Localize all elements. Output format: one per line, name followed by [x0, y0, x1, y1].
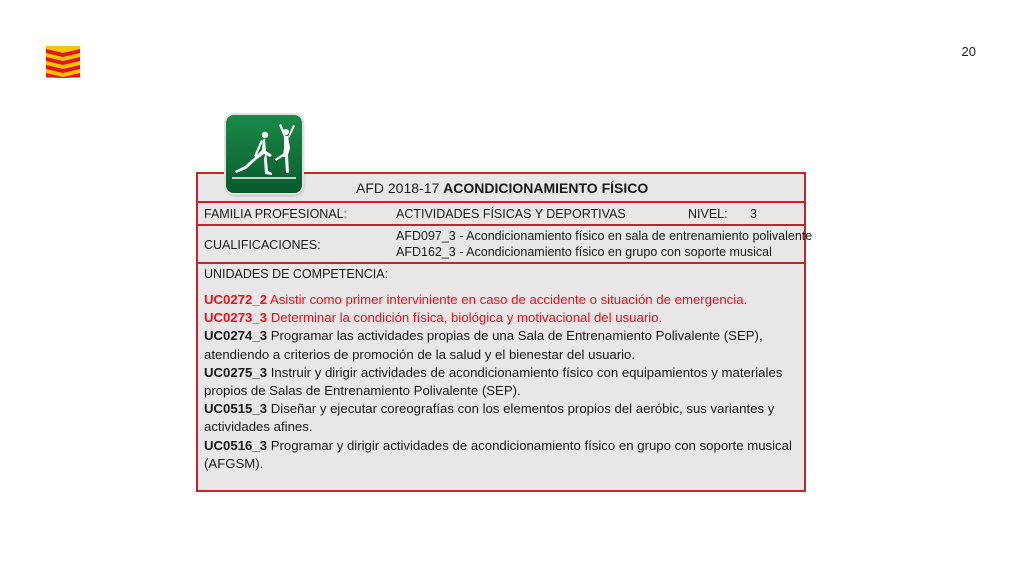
nivel-value: 3: [750, 207, 757, 221]
unidad-item: [204, 291, 794, 309]
fitness-figures-icon: [226, 115, 302, 193]
unidades-section: [204, 267, 794, 473]
familia-label: FAMILIA PROFESIONAL:: [204, 207, 348, 221]
aragon-flag-icon: [46, 46, 80, 78]
page-number: 20: [961, 44, 976, 59]
unidad-item: [204, 364, 794, 400]
unidad-code: UC0515_3: [204, 401, 268, 417]
unidad-item: [204, 437, 794, 473]
title-name: ACONDICIONAMIENTO FÍSICO: [443, 180, 649, 196]
unidad-text: Determinar la condición física, biológica y motivacional del usuario.: [270, 310, 663, 326]
unidad-text: Asistir como primer interviniente en caso de accidente o situación de emergencia.: [270, 292, 748, 307]
cualificaciones-row: [198, 226, 813, 264]
unidad-item: [204, 309, 794, 327]
unidad-code: UC0272_2: [204, 292, 268, 307]
unidades-label: UNIDADES DE COMPETENCIA:: [204, 267, 389, 281]
cualificacion-item: AFD162_3 - Acondicionamiento físico en grupo con soporte musical: [396, 245, 772, 259]
qualification-card: [196, 172, 813, 492]
unidad-item: [204, 327, 794, 363]
unidad-code: UC0516_3: [204, 437, 268, 453]
unidad-text: Instruir y dirigir actividades de acondicionamiento físico con equipamientos y materiales propios de Salas de Entrenamiento Polivalente (SEP).: [204, 364, 783, 399]
nivel-label: NIVEL:: [688, 207, 728, 221]
unidad-item: [204, 400, 794, 436]
cualificacion-item: AFD097_3 - Acondicionamiento físico en sala de entrenamiento polivalente: [396, 229, 813, 243]
cualificaciones-label: CUALIFICACIONES:: [204, 238, 321, 252]
familia-value: ACTIVIDADES FÍSICAS Y DEPORTIVAS: [396, 207, 626, 221]
unidad-code: UC0274_3: [204, 328, 268, 344]
unidad-code: UC0275_3: [204, 364, 268, 380]
unidad-text: Programar y dirigir actividades de acondicionamiento físico en grupo con soporte musical (AFGSM).: [204, 437, 792, 471]
title-code: AFD 2018-17: [356, 180, 440, 196]
unidad-code: UC0273_3: [204, 310, 268, 326]
unidad-text: Programar las actividades propias de una Sala de Entrenamiento Polivalente (SEP), atendiendo a criterios de promoción de la salud y el bienestar del usuario.: [204, 328, 763, 362]
card-title: [356, 180, 648, 196]
unidad-text: Diseñar y ejecutar coreografías con los elementos propios del aeróbic, sus variantes y actividades afines.: [204, 401, 775, 435]
familia-row: [198, 203, 804, 226]
